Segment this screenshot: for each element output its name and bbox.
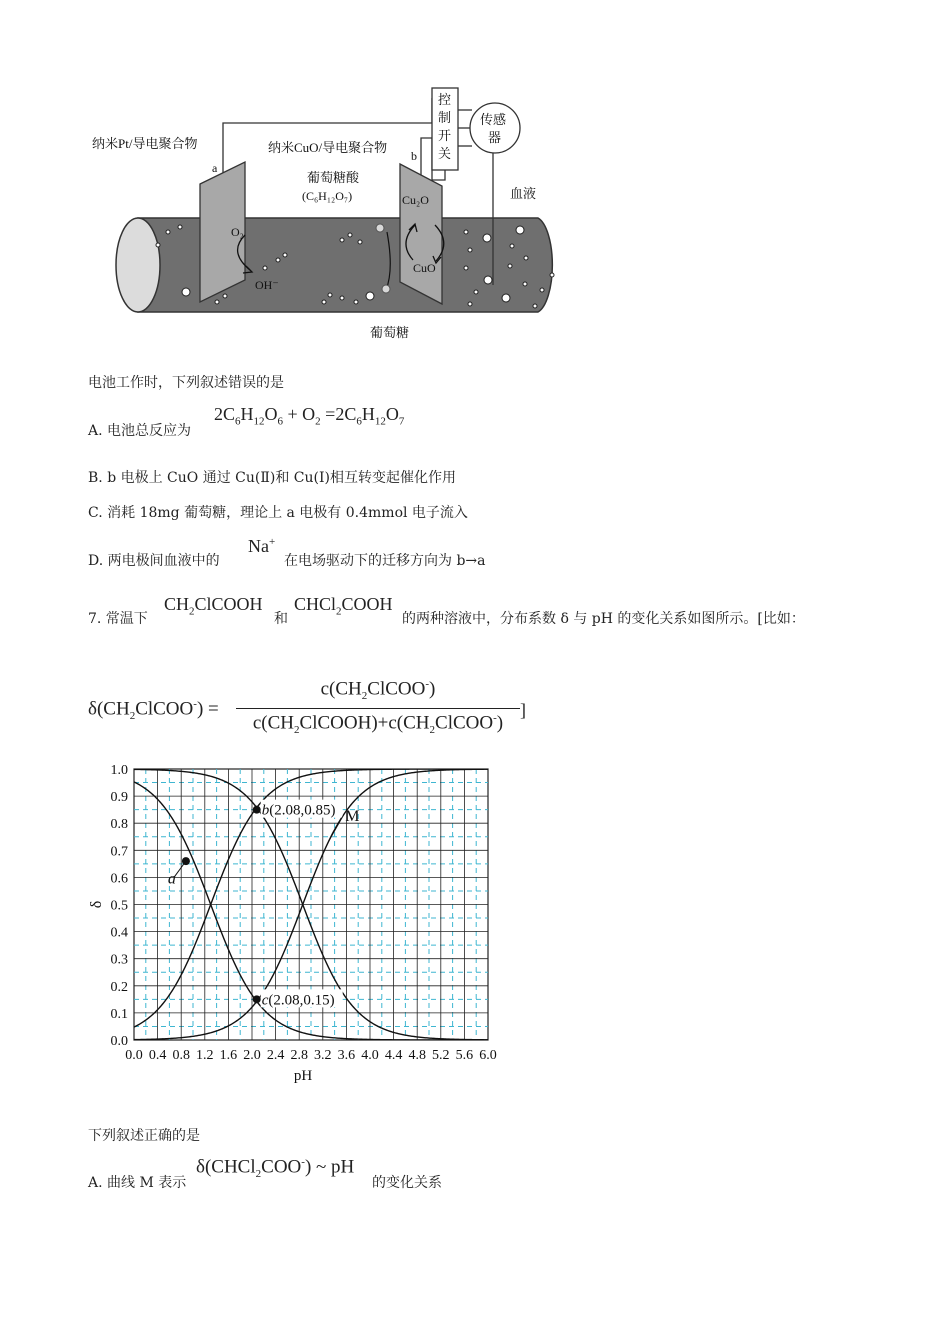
y-tick-label: 0.8 [110, 817, 128, 833]
q7-formula-close: ] [520, 700, 526, 720]
q6-option-c: C. 消耗 18mg 葡萄糖，理论上 a 电极有 0.4mmol 电子流入 [88, 505, 468, 521]
y-tick-label: 0.0 [110, 1034, 128, 1049]
y-tick-label: 0.9 [110, 790, 128, 806]
x-tick-label: 1.2 [196, 1048, 214, 1063]
sensor [470, 103, 520, 153]
point-c [253, 995, 261, 1003]
q6-option-a [88, 420, 191, 440]
sensor-label-2: 器 [488, 130, 502, 145]
cuo-label: CuO [413, 261, 436, 275]
x-tick-label: 5.6 [455, 1048, 474, 1063]
y-tick-label: 0.4 [110, 925, 128, 941]
q7-suffix: 的两种溶液中，分布系数 δ 与 pH 的变化关系如图所示。[比如： [402, 611, 805, 627]
gluconic-acid-formula: (C₆H₁₂O₇) [302, 189, 353, 203]
x-tick-label: 4.8 [408, 1048, 426, 1063]
q6-option-d-prefix: D. 两电极间血液中的 [88, 553, 220, 569]
q7-formula-denominator: $c(CH_2ClCOOH)+c(CH_2ClCOO^-)$ [252, 712, 504, 737]
q7-formula-lhs: $\delta(CH_2ClCOO^-)$ = [88, 698, 219, 723]
q6-option-d-suffix: 在电场驱动下的迁移方向为 b→a [284, 553, 486, 569]
y-tick-label: 0.5 [110, 898, 128, 914]
switch-label-2: 制 [438, 110, 452, 125]
q6-option-a-prefix: A. 电池总反应为 [88, 423, 192, 439]
q7-formula-numerator: $c(CH_2ClCOO^-)$ [320, 678, 436, 703]
blood-label: 血液 [510, 186, 537, 201]
q6-option-b: B. b 电极上 CuO 通过 Cu(Ⅱ)和 Cu(Ⅰ)相互转变起催化作用 [88, 470, 456, 486]
left-electrode-label: 纳米Pt/导电聚合物 [92, 136, 198, 151]
x-tick-label: 4.0 [361, 1048, 379, 1063]
y-tick-label: 0.3 [110, 952, 128, 968]
point-a-label: a [167, 870, 176, 888]
o2-label: O₂ [231, 225, 244, 239]
vessel-opening [116, 218, 160, 312]
switch-label-1: 控 [438, 92, 452, 107]
q7-stem2: 下列叙述正确的是 [88, 1128, 200, 1144]
y-tick-label: 0.1 [110, 1006, 128, 1022]
q6-stem: 电池工作时，下列叙述错误的是 [88, 375, 284, 391]
distribution-chart [80, 755, 520, 1095]
electrode-a-label: a [212, 161, 218, 175]
gluconic-acid-label: 葡萄糖酸 [307, 170, 360, 185]
x-tick-label: 0.4 [148, 1048, 167, 1063]
x-tick-label: 0.8 [172, 1048, 190, 1063]
x-tick-label: 2.8 [290, 1048, 308, 1063]
point-b [253, 806, 261, 814]
q6-option-a-formula: $2C_6H_{12}O_6 + O_2 =2C_6H_{12}O_7$ [214, 404, 405, 428]
y-tick-label: 0.6 [110, 871, 128, 887]
sensor-label-1: 传感 [480, 112, 507, 127]
switch-label-4: 关 [438, 146, 452, 161]
y-tick-label: 0.7 [110, 844, 128, 860]
cu2o-label: Cu₂O [402, 193, 429, 207]
x-axis-label: pH [293, 1068, 313, 1084]
x-tick-label: 3.6 [337, 1048, 356, 1063]
x-tick-label: 6.0 [479, 1048, 497, 1063]
q7-option-a-formula: δ(CHCl$_2$COO-) ~ pH [196, 1156, 355, 1181]
point-c-label: c(2.08,0.15) [261, 992, 335, 1009]
x-tick-label: 5.2 [432, 1048, 450, 1063]
x-tick-label: 2.4 [266, 1048, 285, 1063]
y-tick-label: 1.0 [110, 763, 128, 778]
q6-option-d-ion: Na+ [248, 536, 276, 556]
curve-m-label: M [345, 808, 360, 826]
electrode-b [400, 164, 442, 304]
y-axis-label: δ [88, 900, 105, 909]
electrode-b-label: b [411, 149, 417, 163]
switch-label-3: 开 [438, 128, 452, 143]
glucose-battery-diagram [80, 80, 580, 350]
q7-acid1: $CH_2ClCOOH$ [164, 594, 263, 618]
q7-prefix: 7. 常温下 [88, 611, 148, 627]
x-tick-label: 4.4 [384, 1048, 403, 1063]
q7-formula-fraction-bar [236, 708, 520, 709]
x-tick-label: 1.6 [219, 1048, 238, 1063]
x-tick-label: 0.0 [125, 1048, 143, 1063]
glucose-label: 葡萄糖 [370, 325, 410, 340]
q7-option-a-suffix: 的变化关系 [372, 1175, 442, 1191]
q7-acid2: CHCl$_2$COOH [294, 594, 393, 618]
point-b-label: b(2.08,0.85) [261, 802, 336, 819]
q7-connector: 和 [274, 611, 288, 627]
right-electrode-label: 纳米CuO/导电聚合物 [268, 140, 388, 155]
oh-label: OH⁻ [255, 278, 279, 292]
y-tick-label: 0.2 [110, 979, 128, 995]
x-tick-label: 3.2 [314, 1048, 332, 1063]
x-tick-label: 2.0 [243, 1048, 261, 1063]
q7-option-a-prefix: A. 曲线 M 表示 [88, 1175, 187, 1191]
